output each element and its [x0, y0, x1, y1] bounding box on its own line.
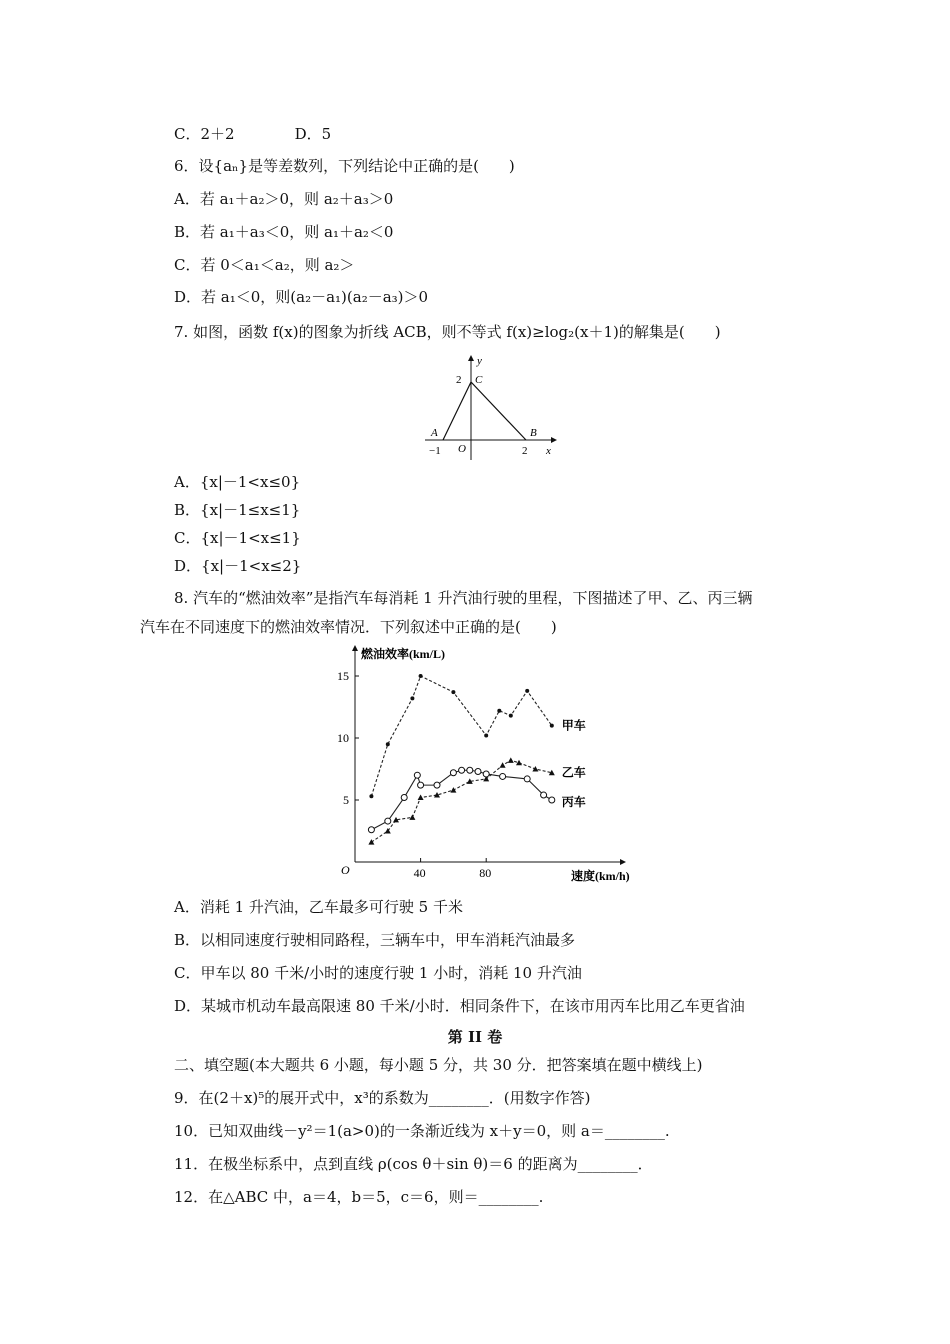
question-10: 10．已知双曲线－y²＝1(a>0)的一条渐近线为 x＋y＝0，则 a＝________. [174, 1122, 670, 1140]
q7-label-c: C [475, 374, 483, 386]
series-1-point [419, 674, 423, 678]
q7-option-c: C．{x|－1<x≤1} [174, 529, 301, 547]
series-3-point [414, 772, 420, 778]
series-3-point [549, 797, 555, 803]
q7-option-a: A．{x|－1<x≤0} [174, 473, 301, 491]
series-3-point [483, 771, 489, 777]
q6-option-a: A．若 a₁＋a₂＞0，则 a₂＋a₃＞0 [174, 190, 394, 208]
series-2-point [500, 762, 506, 768]
series-2-point [508, 757, 514, 763]
series-3-point [368, 827, 374, 833]
q8-option-d: D．某城市机动车最高限速 80 千米/小时．相同条件下，在该市用丙车比用乙车更省油 [174, 997, 745, 1015]
q7-y-tick-2: 2 [456, 374, 462, 386]
chart-origin: O [341, 863, 350, 877]
question-11: 11．在极坐标系中，点到直线 ρ(cos θ＋sin θ)＝6 的距离为________． [174, 1155, 653, 1173]
q6-option-b: B．若 a₁＋a₃＜0，则 a₁＋a₂＜0 [174, 223, 394, 241]
series-2-point [418, 795, 424, 801]
q8-option-b: B．以相同速度行驶相同路程，三辆车中，甲车消耗汽油最多 [174, 931, 576, 949]
q7-label-o: O [458, 443, 466, 455]
q7-y-label: y [477, 355, 482, 367]
series-1-point [525, 689, 529, 693]
question-7: 7. 如图，函数 f(x)的图象为折线 ACB，则不等式 f(x)≥log₂(x＋1)的解集是( ) [174, 323, 721, 341]
series-2-point [516, 760, 522, 766]
q7-label-a: A [431, 427, 438, 439]
series-label-2: 乙车 [561, 765, 586, 780]
question-12: 12．在△ABC 中，a＝4，b＝5，c＝6，则＝________. [174, 1188, 544, 1206]
question-6: 6．设{aₙ}是等差数列，下列结论中正确的是( ) [174, 157, 515, 175]
series-3-point [541, 792, 547, 798]
chart-x-tick-label: 80 [479, 866, 492, 880]
q7-polyline-acb [443, 382, 526, 440]
series-3-point [524, 776, 530, 782]
q8-option-c: C．甲车以 80 千米/小时的速度行驶 1 小时，消耗 10 升汽油 [174, 964, 582, 982]
series-3-point [467, 767, 473, 773]
series-1-point [410, 696, 414, 700]
series-1-point [386, 742, 390, 746]
series-2-point [450, 787, 456, 793]
series-1-point [484, 734, 488, 738]
series-1-point [451, 690, 455, 694]
option-c-d-prev: C．2＋2 D．5 [174, 125, 332, 143]
series-3-point [459, 767, 465, 773]
chart-y-tick-label: 10 [337, 731, 349, 745]
question-8-line-1: 8. 汽车的“燃油效率”是指汽车每消耗 1 升汽油行驶的里程，下图描述了甲、乙、丙三辆 [174, 589, 753, 607]
series-1-point [550, 724, 554, 728]
part-2-title: 第 II 卷 [447, 1028, 503, 1046]
chart-y-label: 燃油效率(km/L) [361, 647, 446, 661]
chart-x-tick-label: 40 [413, 866, 426, 880]
series-3-point [418, 782, 424, 788]
series-1-point [369, 794, 373, 798]
q7-x-label: x [546, 445, 551, 457]
series-1-point [497, 709, 501, 713]
question-8-line-2: 汽车在不同速度下的燃油效率情况．下列叙述中正确的是( ) [140, 618, 557, 636]
question-9: 9．在(2＋x)⁵的展开式中，x³的系数为________．(用数字作答) [174, 1089, 591, 1107]
series-3-point [401, 795, 407, 801]
q7-option-b: B．{x|－1≤x≤1} [174, 501, 301, 519]
chart-y-tick-label: 15 [337, 669, 349, 683]
series-3-point [475, 768, 481, 774]
series-3-point [500, 773, 506, 779]
chart-x-label: 速度(km/h) [571, 869, 630, 883]
q7-label-b: B [530, 427, 537, 439]
section-2-heading: 二、填空题(本大题共 6 小题，每小题 5 分，共 30 分．把答案填在题中横线上) [174, 1056, 703, 1074]
q7-option-d: D．{x|－1<x≤2} [174, 557, 302, 575]
fuel-efficiency-chart [325, 640, 655, 890]
q7-x-tick-2: 2 [522, 445, 528, 457]
series-label-3: 丙车 [561, 795, 586, 809]
series-3-point [434, 782, 440, 788]
series-1-point [509, 714, 513, 718]
q7-x-tick-neg1: −1 [429, 445, 441, 457]
series-label-1: 甲车 [561, 718, 586, 733]
q8-option-a: A．消耗 1 升汽油，乙车最多可行驶 5 千米 [174, 898, 463, 916]
series-2-point [409, 814, 415, 820]
series-3-point [385, 818, 391, 824]
q7-figure [420, 352, 560, 462]
series-2-point [368, 839, 374, 845]
q6-option-c: C．若 0＜a₁＜a₂，则 a₂＞ [174, 256, 355, 274]
chart-y-tick-label: 5 [343, 793, 349, 807]
q6-option-d: D．若 a₁＜0，则(a₂－a₁)(a₂－a₃)＞0 [174, 288, 429, 306]
series-3-point [450, 770, 456, 776]
